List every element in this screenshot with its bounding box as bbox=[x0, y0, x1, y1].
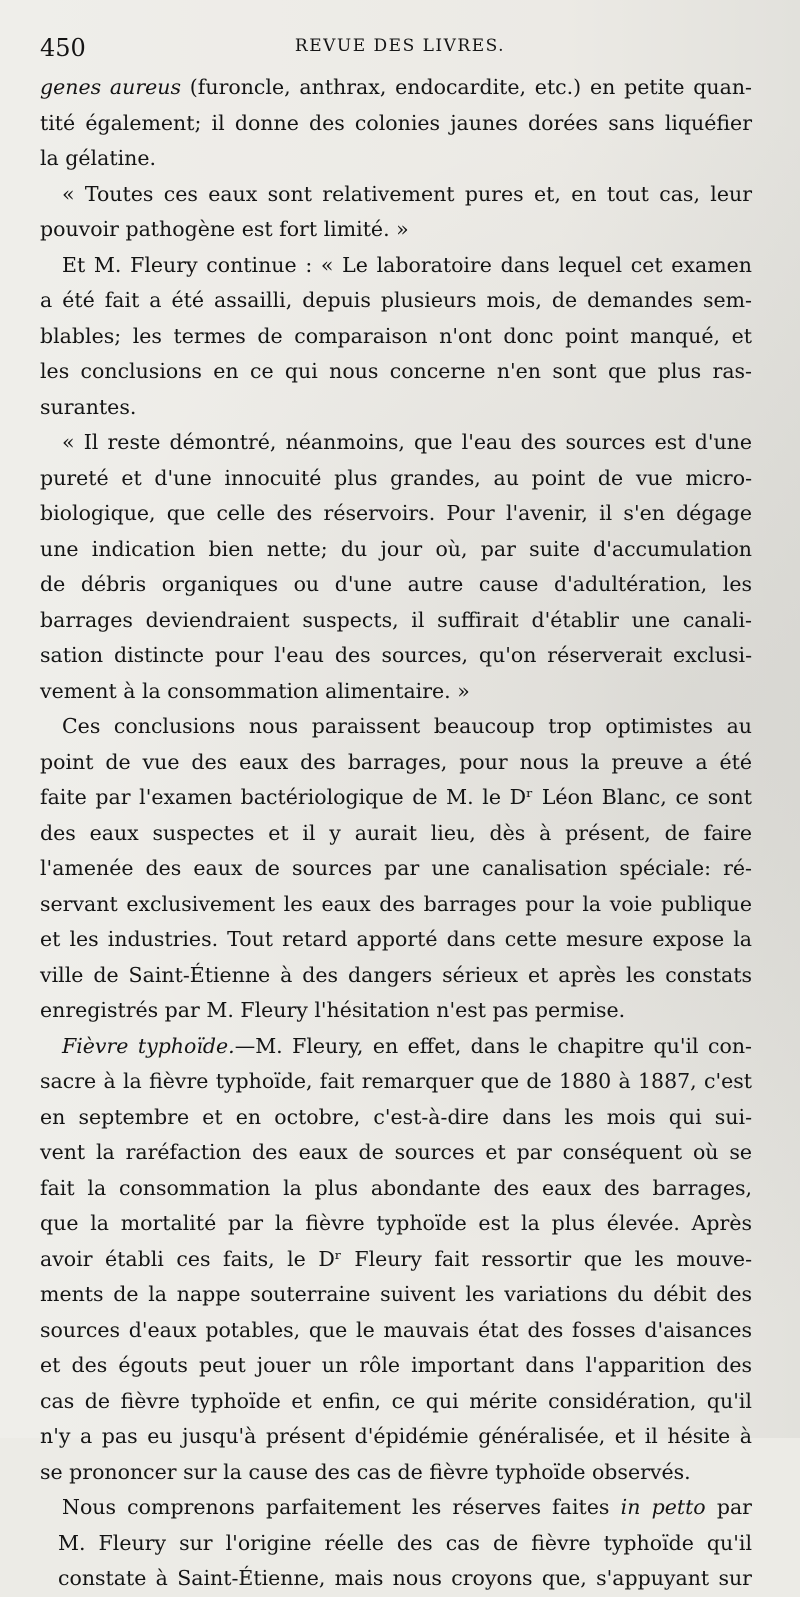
text-line-10: surantes. bbox=[40, 394, 137, 419]
text-line-41 bbox=[40, 1490, 752, 1526]
text-line-17: sation distincte pour l'eau des sources, qu'on réserverait exclusi- bbox=[40, 643, 752, 667]
fievre-dash: — bbox=[234, 1033, 256, 1058]
text-line-8: blables; les termes de comparaison n'ont donc point manqué, et bbox=[40, 323, 752, 348]
text-line-30: en septembre et en octobre, c'est-à-dire dans les mois qui sui- bbox=[40, 1104, 752, 1129]
text-line-13: biologique, que celle des réservoirs. Pour l'avenir, il s'en dégage bbox=[40, 501, 752, 525]
line-41-end: par bbox=[705, 1495, 752, 1519]
page-number: 450 bbox=[40, 34, 86, 62]
text-line-23: l'amenée des eaux de sources par une canalisation spéciale: ré- bbox=[40, 856, 752, 880]
text-line-39: n'y a pas eu jusqu'à présent d'épidémie généralisée, et il hésite à bbox=[40, 1424, 752, 1448]
text-line-21: faite par l'examen bactériologique de M. le Dʳ Léon Blanc, ce sont bbox=[40, 785, 752, 809]
running-head: REVUE DES LIVRES. bbox=[294, 36, 506, 56]
in-petto: in petto bbox=[620, 1495, 706, 1519]
text-line-25: et les industries. Tout retard apporté dans cette mesure expose la bbox=[40, 927, 752, 951]
text-line-36: sources d'eaux potables, que le mauvais état des fosses d'aisances bbox=[40, 1317, 752, 1342]
line-28-rest: M. Fleury, en effet, dans le chapitre qu'il con- bbox=[255, 1033, 752, 1058]
text-line-2: tité également; il donne des colonies jaunes dorées sans liquéfier bbox=[40, 110, 752, 135]
text-line-4: « Toutes ces eaux sont relativement pures et, en tout cas, leur bbox=[62, 181, 752, 206]
text-line-34: avoir établi ces faits, le Dʳ Fleury fait ressortir que les mouve- bbox=[40, 1246, 752, 1271]
line-41-start: Nous comprenons parfaitement les réserves faites bbox=[62, 1495, 610, 1519]
text-line-31: vent la raréfaction des eaux de sources et par conséquent où se bbox=[40, 1140, 752, 1164]
text-line-28 bbox=[40, 1029, 752, 1065]
text-line-14: une indication bien nette; du jour où, par suite d'accumulation bbox=[40, 536, 752, 561]
text-line-22: des eaux suspectes et il y aurait lieu, dès à présent, de faire bbox=[40, 820, 752, 845]
text-line-24: servant exclusivement les eaux des barrages pour la voie publique bbox=[40, 891, 752, 916]
text-line-5: pouvoir pathogène est fort limité. » bbox=[40, 217, 409, 241]
text-line-26: ville de Saint-Étienne à des dangers sérieux et après les constats bbox=[40, 962, 752, 987]
line-1-rest: (furoncle, anthrax, endocardite, etc.) en petite quan- bbox=[180, 75, 752, 99]
text-line-43: constate à Saint-Étienne, mais nous croyons que, s'appuyant sur bbox=[58, 1566, 752, 1590]
text-line-33: que la mortalité par la fièvre typhoïde est la plus élevée. Après bbox=[40, 1211, 752, 1235]
body-text bbox=[40, 70, 752, 1597]
text-line-1 bbox=[40, 70, 752, 106]
italic-genus: genes aureus bbox=[40, 75, 181, 99]
text-line-27: enregistrés par M. Fleury l'hésitation n'est pas permise. bbox=[40, 998, 626, 1022]
fievre-typhoide-heading: Fièvre typhoïde. bbox=[62, 1033, 235, 1058]
text-line-20: point de vue des eaux des barrages, pour nous la preuve a été bbox=[40, 749, 752, 774]
text-line-40: se prononcer sur la cause des cas de fièvre typhoïde observés. bbox=[40, 1459, 691, 1484]
text-line-12: pureté et d'une innocuité plus grandes, au point de vue micro- bbox=[40, 465, 752, 490]
text-line-3: la gélatine. bbox=[40, 146, 156, 170]
text-line-32: fait la consommation la plus abondante des eaux des barrages, bbox=[40, 1175, 752, 1200]
text-line-6: Et M. Fleury continue : « Le laboratoire dans lequel cet examen bbox=[62, 252, 752, 277]
text-line-42: M. Fleury sur l'origine réelle des cas de fièvre typhoïde qu'il bbox=[58, 1530, 752, 1555]
page-header bbox=[40, 34, 760, 64]
text-line-38: cas de fièvre typhoïde et enfin, ce qui mérite considération, qu'il bbox=[40, 1388, 752, 1413]
text-line-37: et des égouts peut jouer un rôle important dans l'apparition des bbox=[40, 1353, 752, 1377]
text-line-35: ments de la nappe souterraine suivent les variations du débit des bbox=[40, 1282, 752, 1306]
text-line-16: barrages deviendraient suspects, il suffirait d'établir une canali- bbox=[40, 607, 752, 632]
text-line-7: a été fait a été assailli, depuis plusieurs mois, de demandes sem- bbox=[40, 288, 752, 312]
text-line-11: « Il reste démontré, néanmoins, que l'eau des sources est d'une bbox=[62, 430, 752, 454]
text-line-19: Ces conclusions nous paraissent beaucoup trop optimistes au bbox=[62, 714, 752, 738]
text-line-15: de débris organiques ou d'une autre cause d'adultération, les bbox=[40, 572, 752, 596]
text-line-29: sacre à la fièvre typhoïde, fait remarquer que de 1880 à 1887, c'est bbox=[40, 1069, 752, 1093]
text-line-9: les conclusions en ce qui nous concerne n'en sont que plus ras- bbox=[40, 359, 752, 383]
text-line-18: vement à la consommation alimentaire. » bbox=[40, 678, 470, 703]
